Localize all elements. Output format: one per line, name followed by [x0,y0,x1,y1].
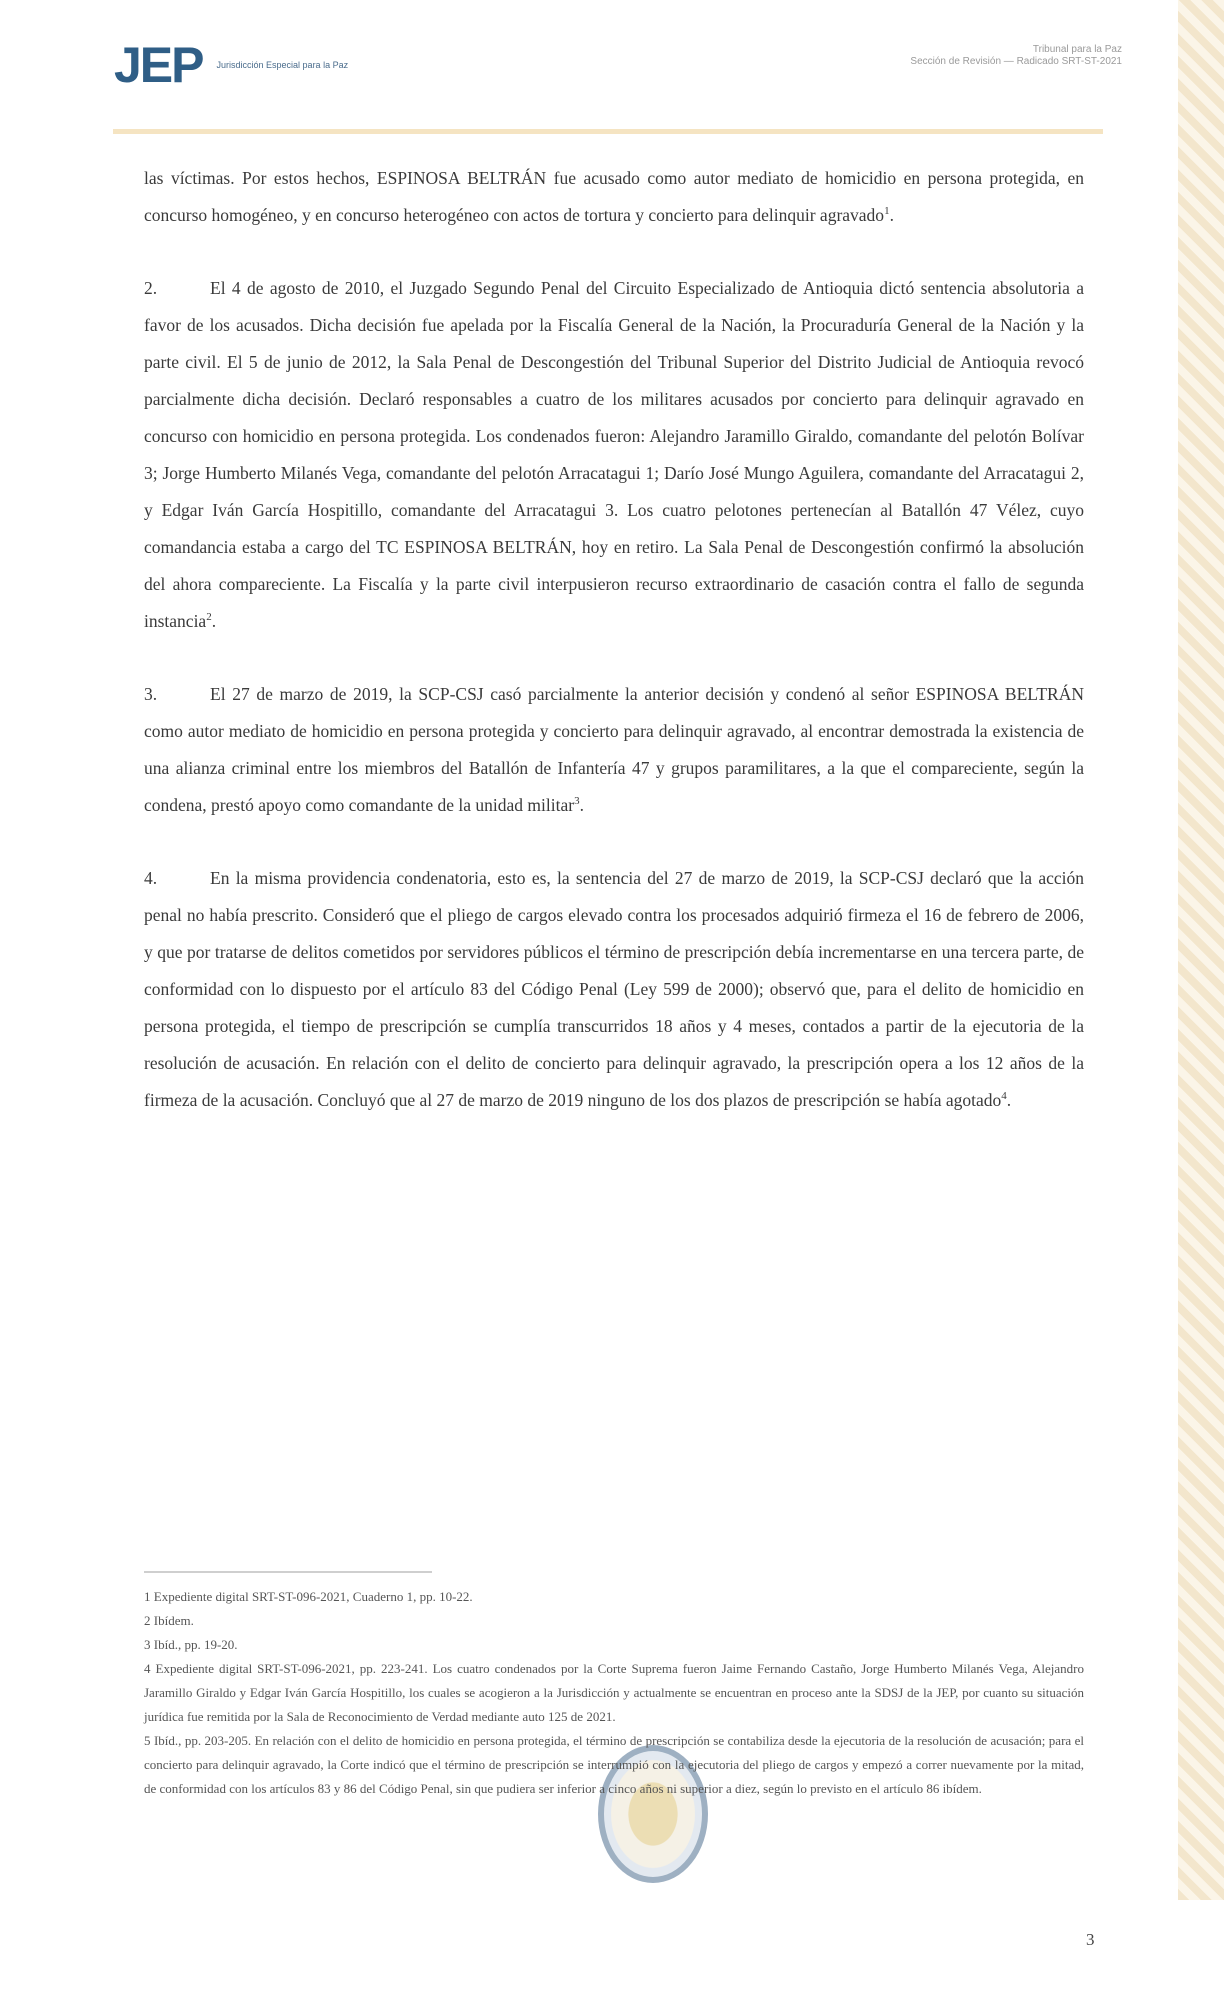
header-divider [113,129,1103,134]
paragraph-number: 3. [144,684,158,704]
footnote-ref[interactable]: 3 [574,795,580,808]
footnote: 5 Ibíd., pp. 203-205. En relación con el delito de homicidio en persona protegida, el término de prescripción se contabiliza desde la ejecutoria de la resolución de acusación; para el concierto para delinquir agravado, la Corte indicó que el término de prescripción se interrumpió con la ejecutoria del pliego de cargos y empezó a correr nuevamente por la mitad, de conformidad con los artículos 83 y 86 del Código Penal, sin que pudiera ser inferior a cinco años ni superior a diez, según lo previsto en el artículo 86 ibídem. [144,1733,1084,1796]
paragraph-number: 2. [144,278,158,298]
numbered-paragraph: 3. El 27 de marzo de 2019, la SCP-CSJ casó parcialmente la anterior decisión y condenó al señor ESPINOSA BELTRÁN como autor mediato de homicidio en persona protegida y concierto para delinquir agravado, al encontrar demostrada la existencia de una alianza criminal entre los miembros del Batallón de Infantería 47 y grupos paramilitares, a la que el compareciente, según la condena, prestó apoyo como comandante de la unidad militar$^3$. [144,676,1084,824]
footnote: 2 Ibídem. [144,1613,194,1628]
footnote-ref[interactable]: 2 [206,611,212,624]
header-line-1: Tribunal para la Paz [1032,44,1122,55]
footnotes [144,1585,1084,1801]
logo-text: Jurisdicción Especial para la Paz [216,59,349,70]
page-number: 3 [1086,1930,1095,1949]
numbered-paragraph: 4. En la misma providencia condenatoria, esto es, la sentencia del 27 de marzo de 2019, la SCP-CSJ declaró que la acción penal no había prescrito. Consideró que el pliego de cargos elevado contra los procesados adquirió firmeza el 16 de febrero de 2006, y que por tratarse de delitos cometidos por servidores públicos el término de prescripción debía incrementarse en una tercera parte, de conformidad con lo dispuesto por el artículo 83 del Código Penal (Ley 599 de 2000); observó que, para el delito de homicidio en persona protegida, el tiempo de prescripción se cumplía transcurridos 18 años y 4 meses, contados a partir de la ejecutoria de la resolución de acusación. En relación con el delito de concierto para delinquir agravado, la prescripción opera a los 12 años de la firmeza de la acusación. Concluyó que al 27 de marzo de 2019 ninguno de los dos plazos de prescripción se había agotado$^4$. [144,860,1084,1119]
intro-paragraph: las víctimas. Por estos hechos, ESPINOSA BELTRÁN fue acusado como autor mediato de homicidio en persona protegida, en concurso homogéneo, y en concurso heterogéneo con actos de tortura y concierto para delinquir agravado$^1$. [144,168,1084,225]
paragraph-number: 4. [144,868,158,888]
decorative-side-strip [1178,0,1224,1900]
footnote-ref[interactable]: 4 [1001,1090,1007,1103]
paragraph-text: En la misma providencia condenatoria, esto es, la sentencia del 27 de marzo de 2019, la SCP-CSJ declaró que la acción penal no había prescrito. Consideró que el pliego de cargos elevado contra los procesados adquirió firmeza el 16 de febrero de 2006, y que por tratarse de delitos cometidos por servidores públicos el término de prescripción debía incrementarse en una tercera parte, de conformidad con lo dispuesto por el artículo 83 del Código Penal (Ley 599 de 2000); observó que, para el delito de homicidio en persona protegida, el tiempo de prescripción se cumplía transcurridos 18 años y 4 meses, contados a partir de la ejecutoria de la resolución de acusación. En relación con el delito de concierto para delinquir agravado, la prescripción opera a los 12 años de la firmeza de la acusación. Concluyó que al 27 de marzo de 2019 ninguno de los dos plazos de prescripción se había agotado [144,868,1084,1110]
footnote: 3 Ibíd., pp. 19-20. [144,1637,238,1652]
header-reference [910,44,1122,68]
footnote-divider [144,1571,432,1573]
footnote-ref[interactable]: 1 [884,205,890,218]
footnote: 1 Expediente digital SRT-ST-096-2021, Cuaderno 1, pp. 10-22. [144,1589,473,1604]
footnote: 4 Expediente digital SRT-ST-096-2021, pp. 223-241. Los cuatro condenados por la Corte Suprema fueron Jaime Fernando Castaño, Jorge Humberto Milanés Vega, Alejandro Jaramillo Giraldo y Edgar Iván García Hospitillo, los cuales se acogieron a la Jurisdicción y actualmente se encuentran en proceso ante la SDSJ de la JEP, por cuanto su situación jurídica fue remitida por la Sala de Reconocimiento de Verdad mediante auto 125 de 2021. [144,1661,1084,1724]
intro-text: las víctimas. Por estos hechos, ESPINOSA BELTRÁN fue acusado como autor mediato de homicidio en persona protegida, en concurso homogéneo, y en concurso heterogéneo con actos de tortura y concierto para delinquir agravado [144,168,1084,225]
header-line-2: Sección de Revisión — Radicado SRT-ST-2021 [910,56,1122,67]
paragraph-text: El 27 de marzo de 2019, la SCP-CSJ casó parcialmente la anterior decisión y condenó al señor ESPINOSA BELTRÁN como autor mediato de homicidio en persona protegida y concierto para delinquir agravado, al encontrar demostrada la existencia de una alianza criminal entre los miembros del Batallón de Infantería 47 y grupos paramilitares, a la que el compareciente, según la condena, prestó apoyo como comandante de la unidad militar [144,684,1084,815]
logo-mark: JEP [114,37,203,93]
document-body [144,160,1084,1155]
jep-logo [114,37,427,93]
paragraph-text: El 4 de agosto de 2010, el Juzgado Segundo Penal del Circuito Especializado de Antioquia dictó sentencia absolutoria a favor de los acusados. Dicha decisión fue apelada por la Fiscalía General de la Nación, la Procuraduría General de la Nación y la parte civil. El 5 de junio de 2012, la Sala Penal de Descongestión del Tribunal Superior del Distrito Judicial de Antioquia revocó parcialmente dicha decisión. Declaró responsables a cuatro de los militares acusados por concierto para delinquir agravado en concurso con homicidio en persona protegida. Los condenados fueron: Alejandro Jaramillo Giraldo, comandante del pelotón Bolívar 3; Jorge Humberto Milanés Vega, comandante del pelotón Arracatagui 1; Darío José Mungo Aguilera, comandante del Arracatagui 2, y Edgar Iván García Hospitillo, comandante del Arracatagui 3. Los cuatro pelotones pertenecían al Batallón 47 Vélez, cuyo comandancia estaba a cargo del TC ESPINOSA BELTRÁN, hoy en retiro. La Sala Penal de Descongestión confirmó la absolución del ahora compareciente. La Fiscalía y la parte civil interpusieron recurso extraordinario de casación contra el fallo de segunda instancia [144,278,1084,631]
numbered-paragraph: 2. El 4 de agosto de 2010, el Juzgado Segundo Penal del Circuito Especializado de Antioquia dictó sentencia absolutoria a favor de los acusados. Dicha decisión fue apelada por la Fiscalía General de la Nación, la Procuraduría General de la Nación y la parte civil. El 5 de junio de 2012, la Sala Penal de Descongestión del Tribunal Superior del Distrito Judicial de Antioquia revocó parcialmente dicha decisión. Declaró responsables a cuatro de los militares acusados por concierto para delinquir agravado en concurso con homicidio en persona protegida. Los condenados fueron: Alejandro Jaramillo Giraldo, comandante del pelotón Bolívar 3; Jorge Humberto Milanés Vega, comandante del pelotón Arracatagui 1; Darío José Mungo Aguilera, comandante del Arracatagui 2, y Edgar Iván García Hospitillo, comandante del Arracatagui 3. Los cuatro pelotones pertenecían al Batallón 47 Vélez, cuyo comandancia estaba a cargo del TC ESPINOSA BELTRÁN, hoy en retiro. La Sala Penal de Descongestión confirmó la absolución del ahora compareciente. La Fiscalía y la parte civil interpusieron recurso extraordinario de casación contra el fallo de segunda instancia$^2$. [144,270,1084,640]
